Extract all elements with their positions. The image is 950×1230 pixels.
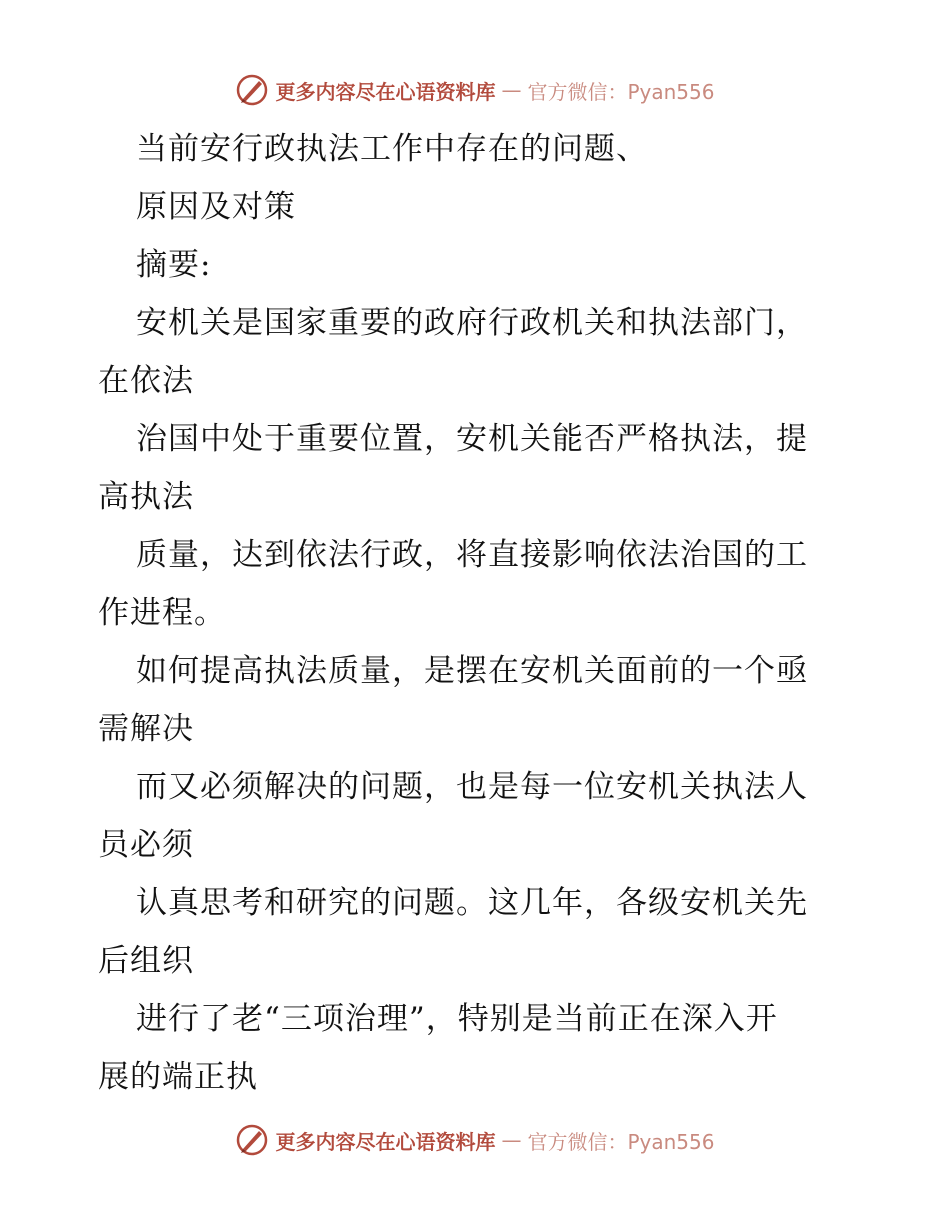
document-body [98,120,858,1106]
document-line: 治国中处于重要位置，安机关能否严格执法，提 [136,421,808,457]
banner-brand-text: 更多内容尽在心语资料库 [275,1129,496,1154]
document-line: 作进程。 [98,595,226,631]
banner-wechat-text: 官方微信：Pyan556 [527,79,715,104]
footer-banner [0,1120,950,1160]
document-line: 当前安行政执法工作中存在的问题、 [136,131,648,167]
banner-dash: — [501,1128,522,1152]
quill-pen-logo-icon [235,1123,269,1157]
document-line: 质量，达到依法行政，将直接影响依法治国的工 [136,537,808,573]
document-line: 而又必须解决的问题，也是每一位安机关执法人 [136,769,808,805]
header-banner [0,70,950,110]
banner-wechat-text: 官方微信：Pyan556 [527,1129,715,1154]
document-line: 进行了老“三项治理”，特别是当前正在深入开 [136,1001,778,1037]
banner-dash: — [501,78,522,102]
document-line: 原因及对策 [136,189,296,225]
document-line: 如何提高执法质量，是摆在安机关面前的一个亟 [136,653,808,689]
document-line: 展的端正执 [98,1059,258,1095]
quill-pen-logo-icon [235,73,269,107]
document-line: 员必须 [98,827,194,863]
document-line: 后组织 [98,943,194,979]
document-line: 需解决 [98,711,194,747]
document-line: 认真思考和研究的问题。这几年，各级安机关先 [136,885,808,921]
document-line: 高执法 [98,479,194,515]
banner-brand-text: 更多内容尽在心语资料库 [275,79,496,104]
document-line: 安机关是国家重要的政府行政机关和执法部门， [136,305,808,341]
document-line: 摘要: [136,247,212,283]
document-line: 在依法 [98,363,194,399]
